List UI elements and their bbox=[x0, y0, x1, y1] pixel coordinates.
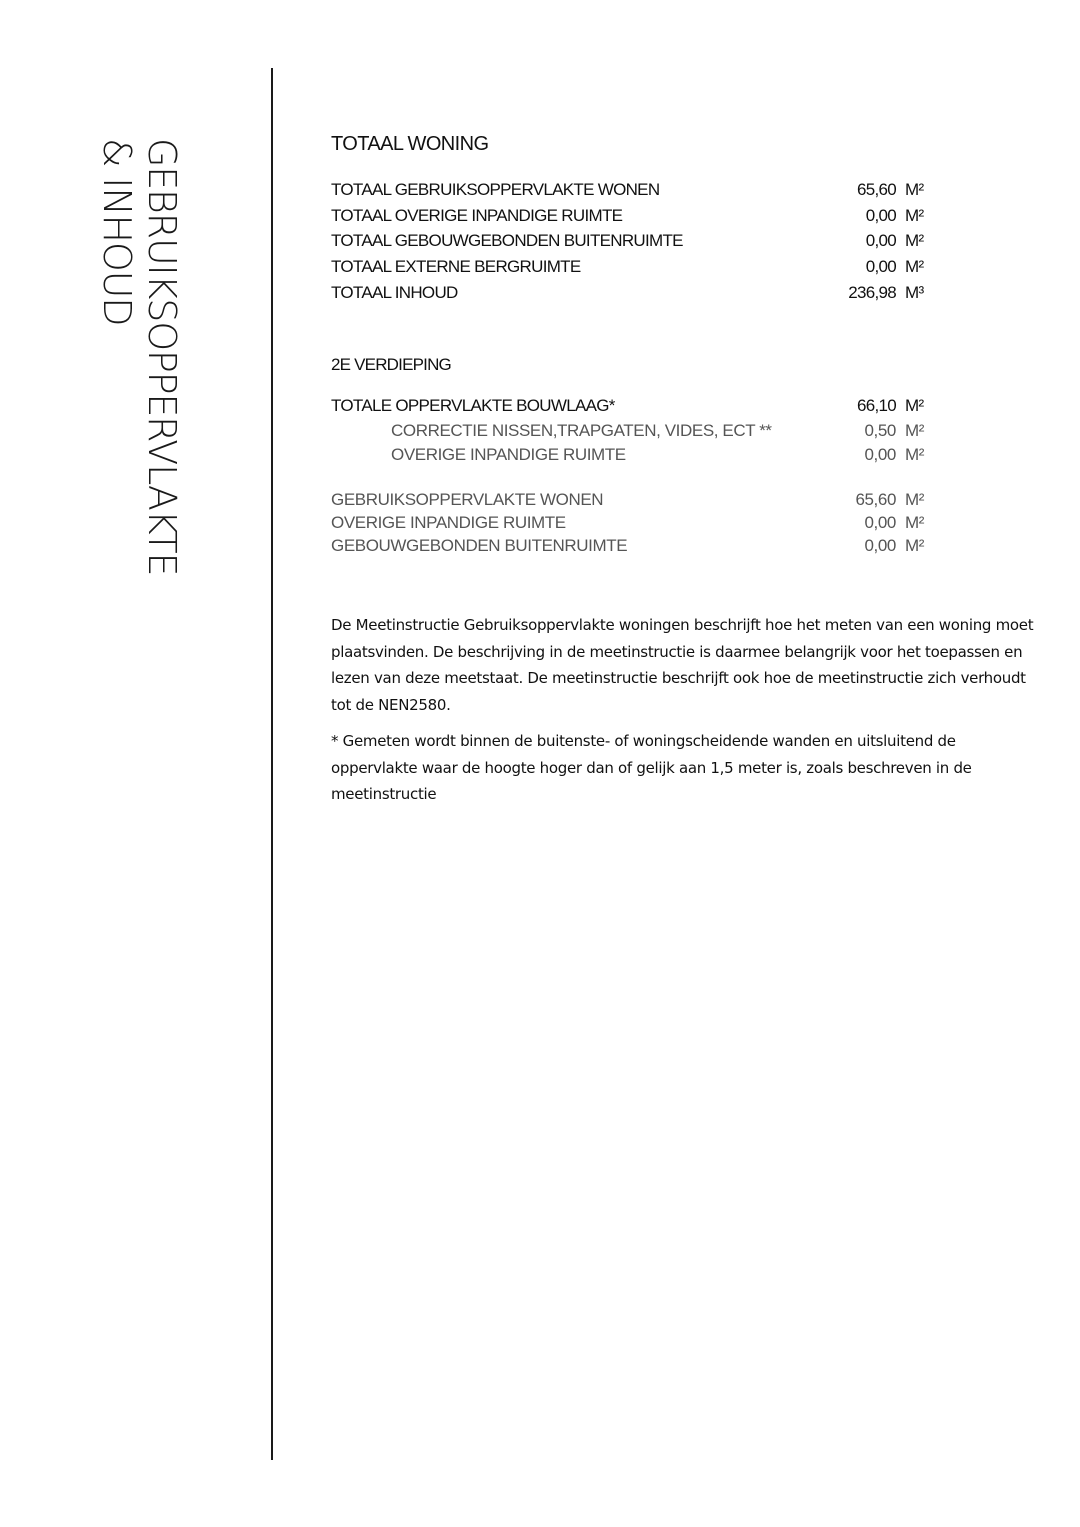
side-title-line-1: GEBRUIKSOPPERVLAKTE bbox=[140, 138, 184, 576]
row-value: 236,98 bbox=[848, 283, 896, 302]
row-unit: M² bbox=[905, 445, 925, 464]
row-unit: M³ bbox=[905, 283, 924, 302]
row-label: CORRECTIE NISSEN,TRAPGATEN, VIDES, ECT ** bbox=[391, 421, 772, 440]
verdieping-title: 2E VERDIEPING bbox=[331, 355, 451, 374]
totaal-row bbox=[331, 283, 931, 307]
note-paragraph-2: * Gemeten wordt binnen de buitenste- of woningscheidende wanden en uitsluitend de oppervlakte waar de hoogte hoger dan of gelijk aan 1,5 meter is, zoals beschreven in de meetinstructie bbox=[331, 732, 972, 803]
side-title-rotated bbox=[94, 138, 184, 678]
row-label: TOTAAL GEBRUIKSOPPERVLAKTE WONEN bbox=[331, 180, 660, 199]
row-value: 0,00 bbox=[864, 513, 896, 532]
side-title bbox=[96, 138, 186, 678]
row-value: 66,10 bbox=[856, 396, 896, 415]
row-unit: M² bbox=[905, 180, 924, 199]
correction-row bbox=[331, 421, 931, 445]
row-value: 65,60 bbox=[856, 180, 896, 199]
result-row bbox=[331, 490, 931, 514]
row-value: 0,00 bbox=[864, 445, 896, 464]
row-label: TOTAAL GEBOUWGEBONDEN BUITENRUIMTE bbox=[331, 231, 683, 250]
row-label: GEBOUWGEBONDEN BUITENRUIMTE bbox=[331, 536, 628, 555]
row-label: TOTAAL INHOUD bbox=[331, 283, 458, 302]
verdieping-total-row bbox=[331, 396, 931, 420]
result-row bbox=[331, 513, 931, 537]
row-unit: M² bbox=[905, 513, 925, 532]
row-label: OVERIGE INPANDIGE RUIMTE bbox=[391, 445, 626, 464]
row-value: 0,00 bbox=[864, 536, 896, 555]
result-row bbox=[331, 536, 931, 560]
row-unit: M² bbox=[905, 206, 924, 225]
side-title-line-2: & INHOUD bbox=[95, 138, 139, 326]
row-value: 0,00 bbox=[865, 231, 896, 250]
totaal-row bbox=[331, 257, 931, 281]
row-unit: M² bbox=[905, 536, 925, 555]
row-unit: M² bbox=[905, 490, 925, 509]
vertical-divider bbox=[271, 68, 273, 1460]
row-value: 65,60 bbox=[855, 490, 896, 509]
row-value: 0,00 bbox=[865, 257, 896, 276]
row-value: 0,00 bbox=[865, 206, 896, 225]
correction-row bbox=[331, 445, 931, 469]
totaal-row bbox=[331, 180, 931, 204]
note-paragraph-1: De Meetinstructie Gebruiksoppervlakte woningen beschrijft hoe het meten van een woning moet plaatsvinden. De beschrijving in de meetinstructie is daarmee belangrijk voor het toepassen en lezen van deze meetstaat. De meetinstructie beschrijft ook hoe de meetinstructie zich verhoudt tot de NEN2580. bbox=[331, 616, 1034, 714]
row-value: 0,50 bbox=[864, 421, 896, 440]
row-unit: M² bbox=[905, 257, 924, 276]
row-unit: M² bbox=[905, 231, 924, 250]
totaal-row bbox=[331, 231, 931, 255]
row-label: GEBRUIKSOPPERVLAKTE WONEN bbox=[331, 490, 604, 509]
row-label: TOTAAL OVERIGE INPANDIGE RUIMTE bbox=[331, 206, 623, 225]
row-label: OVERIGE INPANDIGE RUIMTE bbox=[331, 513, 566, 532]
row-unit: M² bbox=[905, 421, 925, 440]
totaal-row bbox=[331, 206, 931, 230]
row-label: TOTAAL EXTERNE BERGRUIMTE bbox=[331, 257, 581, 276]
row-label: TOTALE OPPERVLAKTE BOUWLAAG* bbox=[331, 396, 615, 415]
row-unit: M² bbox=[905, 396, 924, 415]
totaal-woning-title: TOTAAL WONING bbox=[331, 133, 489, 155]
